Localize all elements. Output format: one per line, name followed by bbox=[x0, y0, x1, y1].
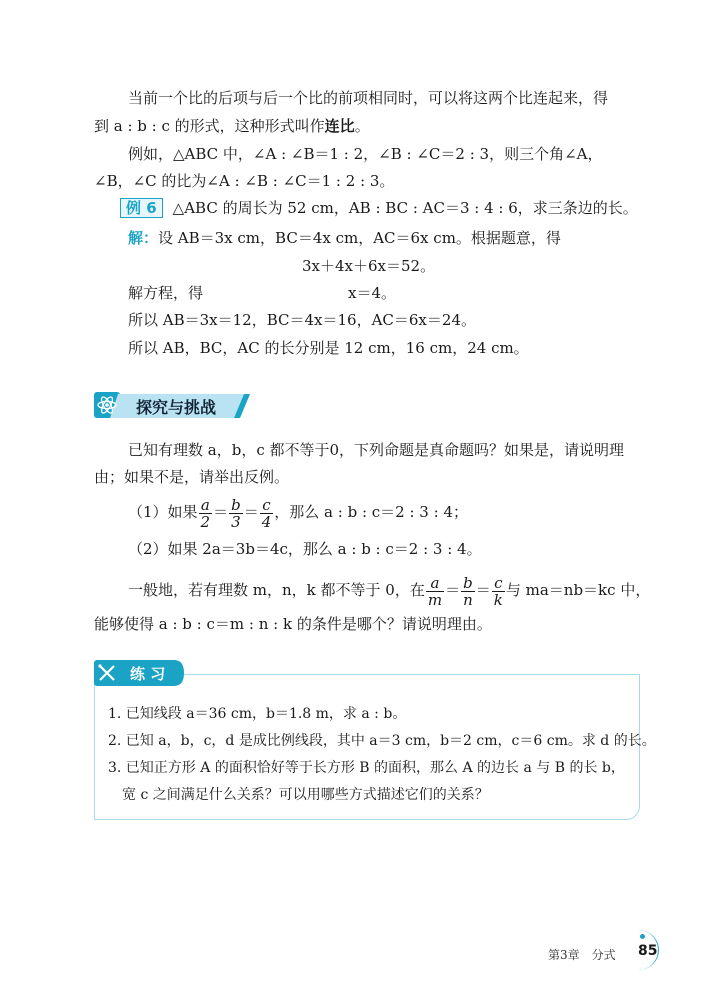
numerator: b bbox=[231, 495, 241, 514]
practice-question-2: 2. 已知 a，b，c，d 是成比例线段，其中 a＝3 cm，b＝2 cm，c＝6 cm。求 d 的长。 bbox=[108, 733, 656, 749]
numerator: a bbox=[199, 497, 213, 514]
practice-question-3: 3. 已知正方形 A 的面积恰好等于长方形 B 的面积，那么 A 的边长 a 与 B 的长 b， bbox=[108, 760, 625, 776]
denominator: k bbox=[493, 590, 503, 609]
explore-general-line2: 能够使得 a : b : c＝m : n : k 的条件是哪个？请说明理由。 bbox=[94, 615, 492, 633]
paragraph-line: 当前一个比的后项与后一个比的前项相同时，可以将这两个比连起来，得 bbox=[128, 89, 609, 107]
explore-intro: 由；如果不是，请举出反例。 bbox=[94, 468, 290, 486]
equals-sign: ＝ bbox=[243, 503, 259, 521]
denominator: 3 bbox=[231, 512, 241, 531]
denominator: m bbox=[427, 590, 443, 609]
item-prefix: （1）如果 bbox=[128, 503, 198, 521]
explore-title: 探究与挑战 bbox=[136, 398, 217, 417]
explore-item-2: （2）如果 2a＝3b＝4c，那么 a : b : c＝2 : 3 : 4。 bbox=[128, 540, 482, 558]
solution-label: 解： bbox=[128, 229, 159, 247]
equals-sign: ＝ bbox=[475, 581, 491, 599]
general-mid: 与 ma＝nb＝kc 中， bbox=[505, 581, 651, 599]
solution-text: 设 AB＝3x cm，BC＝4x cm，AC＝6x cm。根据题意，得 bbox=[158, 229, 561, 247]
denominator: 2 bbox=[200, 512, 211, 531]
equation: 3x＋4x＋6x＝52。 bbox=[302, 257, 436, 275]
footer-dot bbox=[640, 934, 645, 939]
example-6 bbox=[120, 198, 638, 218]
numerator: a bbox=[426, 575, 444, 592]
page-number: 85 bbox=[638, 943, 658, 959]
numerator: c bbox=[492, 575, 505, 592]
denominator: 4 bbox=[261, 512, 272, 531]
explore-general bbox=[128, 574, 650, 608]
equals-sign: ＝ bbox=[213, 503, 229, 521]
item-suffix: ，那么 a : b : c＝2 : 3 : 4； bbox=[274, 503, 468, 521]
pencil-ruler-icon bbox=[96, 662, 118, 684]
atom-icon bbox=[96, 394, 118, 416]
result-line: 所以 AB＝3x＝12，BC＝4x＝16，AC＝6x＝24。 bbox=[128, 311, 476, 329]
fraction bbox=[260, 497, 274, 530]
practice-question-3-cont: 宽 c 之间满足什么关系？可以用哪些方式描述它们的关系？ bbox=[122, 787, 489, 803]
solution-line bbox=[128, 228, 561, 248]
practice-title: 练 习 bbox=[130, 665, 166, 683]
paragraph-line: 例如，△ABC 中，∠A : ∠B＝1 : 2，∠B : ∠C＝2 : 3，则三个角∠A， bbox=[128, 145, 603, 163]
solve-text: 解方程，得 bbox=[128, 284, 204, 302]
practice-question-1: 1. 已知线段 a＝36 cm，b＝1.8 m，求 a : b。 bbox=[108, 706, 407, 722]
example-label: 例 6 bbox=[120, 198, 163, 218]
fraction bbox=[461, 575, 475, 608]
example-problem: △ABC 的周长为 52 cm，AB : BC : AC＝3 : 4 : 6，求三条边的长。 bbox=[172, 199, 638, 217]
paragraph-text: 。 bbox=[354, 117, 370, 135]
numerator: c bbox=[260, 497, 274, 514]
denominator: n bbox=[463, 590, 473, 609]
fraction bbox=[492, 575, 505, 608]
fraction bbox=[426, 575, 444, 608]
footer-chapter: 第3章 分式 bbox=[548, 948, 616, 962]
paragraph-line: ∠B，∠C 的比为∠A : ∠B : ∠C＝1 : 2 : 3。 bbox=[94, 172, 395, 190]
general-prefix: 一般地，若有理数 m，n，k 都不等于 0，在 bbox=[128, 581, 425, 599]
fraction bbox=[199, 497, 213, 530]
explore-intro: 已知有理数 a，b，c 都不等于0，下列命题是真命题吗？如果是，请说明理 bbox=[128, 441, 625, 459]
equals-sign: ＝ bbox=[445, 581, 461, 599]
numerator: b bbox=[461, 575, 475, 592]
solve-result: x＝4。 bbox=[348, 284, 397, 302]
paragraph-line bbox=[94, 116, 370, 136]
paragraph-text: 到 a : b : c 的形式，这种形式叫作 bbox=[94, 117, 325, 135]
explore-item-1 bbox=[128, 496, 468, 530]
term-lianbi: 连比 bbox=[324, 117, 355, 135]
fraction bbox=[229, 497, 243, 530]
result-line: 所以 AB，BC，AC 的长分别是 12 cm，16 cm，24 cm。 bbox=[128, 339, 529, 357]
